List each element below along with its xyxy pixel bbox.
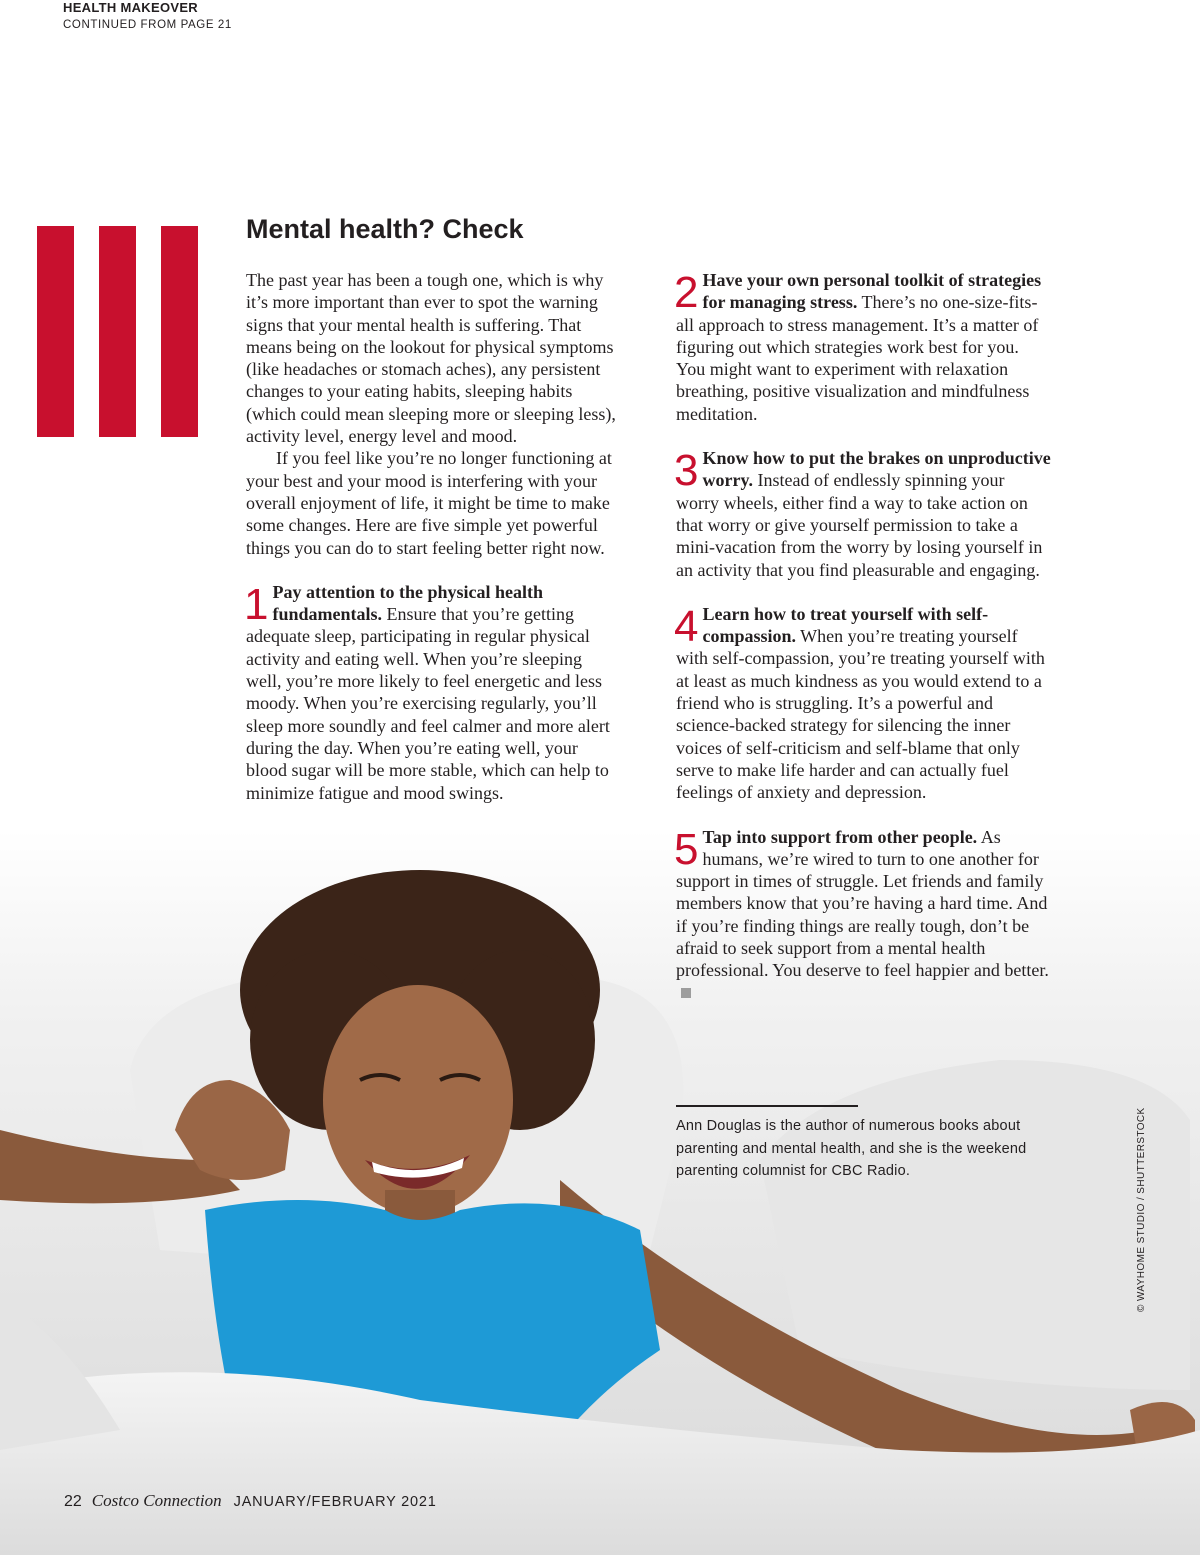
continued-note: CONTINUED FROM PAGE 21 <box>63 19 232 31</box>
photo-credit: © WAYHOME STUDIO / SHUTTERSTOCK <box>1136 1107 1147 1312</box>
tip-number: 4 <box>674 601 699 651</box>
tip-body: Ensure that you’re getting adequate sleep, participating in regular physical activity and eating well. When you’re sleeping well, you’re more likely to feel energetic and less moody. When you’re exercising regularly, you’ll sleep more soundly and feel calmer and more alert during the day. When you’re eating well, your blood sugar will be more stable, which can help to minimize fatigue and mood swings. <box>246 604 610 803</box>
red-bar <box>37 226 74 437</box>
tip-item <box>676 269 1051 425</box>
section-label: HEALTH MAKEOVER <box>63 0 198 15</box>
decorative-red-bars <box>37 226 197 437</box>
tip-item <box>676 826 1051 1004</box>
intro-paragraph: The past year has been a tough one, which is why it’s more important than ever to spot the warning signs that your mental health is suffering. That means being on the lookout for physical symptoms (like headaches or stomach aches), any persistent changes to your eating habits, sleeping habits (which could mean sleeping more or sleeping less), activity level, energy level and mood. <box>246 270 616 447</box>
red-bar <box>161 226 198 437</box>
author-bio: Ann Douglas is the author of numerous books about parenting and mental health, and she is the weekend parenting columnist for CBC Radio. <box>676 1118 1027 1179</box>
tip-item <box>246 581 616 804</box>
tip-body: When you’re treating yourself with self-compassion, you’re treating yourself with at least as much kindness as you would extend to a friend who is struggling. It’s a powerful and science-backed strategy for silencing the inner voices of self-criticism and self-blame that only serve to make life harder and can actually fuel feelings of anxiety and depression. <box>676 626 1045 803</box>
tip-body: There’s no one-size-fits-all approach to stress management. It’s a matter of figuring out which strategies work best for you. You might want to experiment with relaxation breathing, positive visualization and mindfulness meditation. <box>676 292 1039 424</box>
tip-number: 1 <box>244 579 269 629</box>
red-bar <box>99 226 136 437</box>
article-column-left <box>246 269 616 804</box>
tip-heading: Tap into support from other people. <box>702 826 978 847</box>
tip-number: 2 <box>674 268 699 317</box>
tip-item <box>676 603 1051 804</box>
tip-number: 5 <box>674 824 699 874</box>
tip-heading: Know how to put the brakes on unproductive worry. <box>702 448 1051 491</box>
tip-body: Instead of endlessly spinning your worry wheels, either find a way to take action on that worry or give yourself permission to take a mini-vacation from the worry by losing yourself in an activity that you find pleasurable and engaging. <box>676 470 1043 580</box>
issue-date: JANUARY/FEBRUARY 2021 <box>233 1494 437 1510</box>
page-number: 22 <box>64 1493 82 1510</box>
end-mark-icon <box>681 988 691 998</box>
article-headline: Mental health? Check <box>246 214 524 244</box>
intro-paragraph: If you feel like you’re no longer functioning at your best and your mood is interfering with your overall enjoyment of life, it might be time to make some changes. Here are five simple yet powerful things you can do to start feeling better right now. <box>246 448 612 558</box>
bio-divider <box>676 1105 858 1107</box>
tip-heading: Pay attention to the physical health fundamentals. <box>272 581 543 625</box>
tip-body: As humans, we’re wired to turn to one another for support in times of struggle. Let friends and family members know that you’re having a hard time. And if you’re finding things are really tough, don’t be afraid to seek support from a mental health professional. You deserve to feel happier and better. <box>676 826 1049 981</box>
page-footer <box>64 1491 437 1511</box>
tip-heading: Learn how to treat yourself with self-compassion. <box>702 603 989 647</box>
tip-item <box>676 447 1051 581</box>
magazine-name: Costco Connection <box>91 1491 222 1510</box>
tip-number: 3 <box>674 446 699 496</box>
page-header <box>63 0 232 34</box>
tip-heading: Have your own personal toolkit of strategies for managing stress. <box>702 270 1042 313</box>
article-column-right <box>676 269 1051 1004</box>
